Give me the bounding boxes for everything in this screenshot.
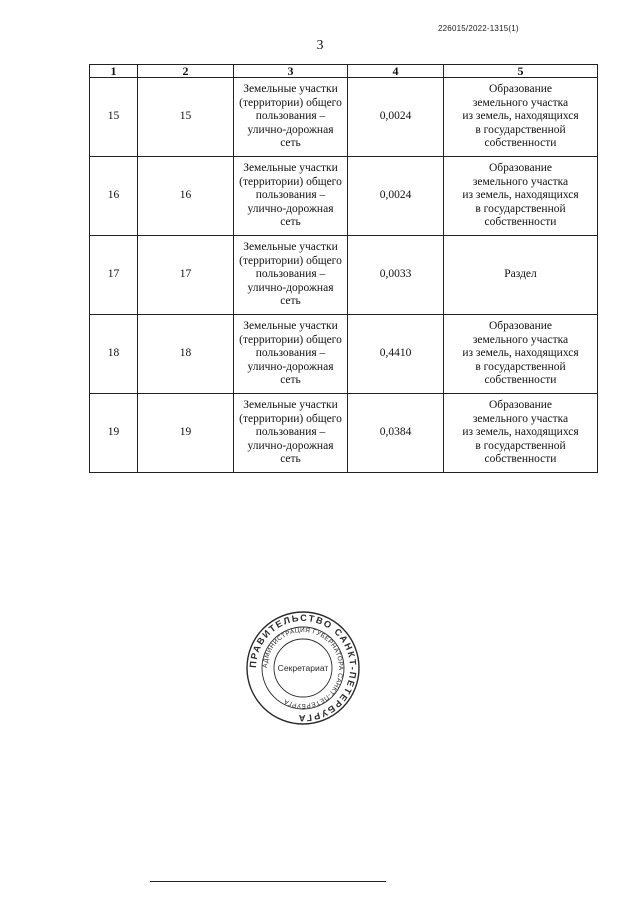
cell-land-use xyxy=(234,236,348,315)
cell-method-line: земельного участка xyxy=(472,412,569,425)
cell-plot-number: 15 xyxy=(138,78,234,157)
seal-center-text: Секретариат xyxy=(277,663,329,673)
cell-area: 0,4410 xyxy=(348,315,444,394)
cell-method-line: земельного участка xyxy=(472,96,569,109)
cell-land-use-line: Земельные участки xyxy=(243,399,338,412)
cell-number: 19 xyxy=(90,394,138,473)
cell-land-use-line: Земельные участки xyxy=(243,320,338,333)
cell-plot-number: 18 xyxy=(138,315,234,394)
cell-method-line: Образование xyxy=(488,83,553,96)
cell-land-use-line: (территории) общего xyxy=(239,96,342,109)
cell-land-use-line: пользования – xyxy=(255,268,326,281)
cell-method-line: из земель, находящихся xyxy=(462,189,579,202)
seal-outer-text: ПРАВИТЕЛЬСТВО САНКТ-ПЕТЕРБУРГА xyxy=(247,612,359,724)
page-number: 3 xyxy=(316,38,324,53)
cell-land-use-line: Земельные участки xyxy=(243,162,338,175)
column-header: 2 xyxy=(138,65,234,78)
cell-method-line: в государственной xyxy=(475,360,566,373)
cell-method xyxy=(444,157,598,236)
table-row xyxy=(90,394,598,473)
cell-land-use-line: пользования – xyxy=(255,426,326,439)
cell-land-use-line: (территории) общего xyxy=(239,175,342,188)
cell-land-use-line: улично-дорожная xyxy=(247,360,334,373)
cell-land-use-line: сеть xyxy=(280,216,301,229)
cell-land-use xyxy=(234,315,348,394)
seal-inner-text: АДМИНИСТРАЦИЯ ГУБЕРНАТОРА САНКТ-ПЕТЕРБУРГА xyxy=(261,626,345,710)
cell-land-use-line: Земельные участки xyxy=(243,83,338,96)
table-header-row xyxy=(90,65,598,78)
cell-method-line: в государственной xyxy=(475,123,566,136)
cell-method-line: из земель, находящихся xyxy=(462,347,579,360)
cell-method-line: земельного участка xyxy=(472,175,569,188)
column-header: 1 xyxy=(90,65,138,78)
cell-method-line: Образование xyxy=(488,162,553,175)
cell-method-line: в государственной xyxy=(475,439,566,452)
cell-number: 17 xyxy=(90,236,138,315)
table-row xyxy=(90,236,598,315)
column-header: 3 xyxy=(234,65,348,78)
cell-method-line: земельного участка xyxy=(472,333,569,346)
column-header: 4 xyxy=(348,65,444,78)
cell-plot-number: 17 xyxy=(138,236,234,315)
cell-land-use-line: улично-дорожная xyxy=(247,202,334,215)
cell-land-use-line: улично-дорожная xyxy=(247,439,334,452)
cell-method-line: из земель, находящихся xyxy=(462,110,579,123)
signature-line xyxy=(150,881,386,882)
cell-method-line: собственности xyxy=(484,453,557,466)
cell-method xyxy=(444,394,598,473)
cell-land-use-line: пользования – xyxy=(255,110,326,123)
cell-plot-number: 19 xyxy=(138,394,234,473)
cell-land-use-line: сеть xyxy=(280,295,301,308)
document-id: 226015/2022-1315(1) xyxy=(438,24,519,33)
table-row xyxy=(90,157,598,236)
cell-area: 0,0384 xyxy=(348,394,444,473)
cell-area: 0,0033 xyxy=(348,236,444,315)
cell-land-use-line: Земельные участки xyxy=(243,241,338,254)
cell-method xyxy=(444,236,598,315)
cell-method-line: собственности xyxy=(484,216,557,229)
cell-land-use-line: сеть xyxy=(280,374,301,387)
cell-land-use-line: улично-дорожная xyxy=(247,123,334,136)
cell-method-line: собственности xyxy=(484,374,557,387)
column-header: 5 xyxy=(444,65,598,78)
cell-land-use xyxy=(234,157,348,236)
cell-method-line: из земель, находящихся xyxy=(462,426,579,439)
cell-land-use-line: (территории) общего xyxy=(239,333,342,346)
cell-land-use-line: пользования – xyxy=(255,347,326,360)
cell-number: 16 xyxy=(90,157,138,236)
cell-land-use-line: сеть xyxy=(280,137,301,150)
cell-land-use xyxy=(234,394,348,473)
cell-area: 0,0024 xyxy=(348,78,444,157)
cell-plot-number: 16 xyxy=(138,157,234,236)
cell-method-line: в государственной xyxy=(475,202,566,215)
cell-land-use-line: сеть xyxy=(280,453,301,466)
cell-method xyxy=(444,315,598,394)
cell-land-use-line: улично-дорожная xyxy=(247,281,334,294)
cell-number: 15 xyxy=(90,78,138,157)
cell-method-line: Образование xyxy=(488,320,553,333)
cell-land-use-line: (территории) общего xyxy=(239,254,342,267)
cell-method-line: Раздел xyxy=(504,268,537,281)
cell-land-use-line: пользования – xyxy=(255,189,326,202)
official-seal xyxy=(245,610,361,726)
cell-land-use-line: (территории) общего xyxy=(239,412,342,425)
table-row xyxy=(90,78,598,157)
land-plots-table xyxy=(89,64,598,473)
cell-land-use xyxy=(234,78,348,157)
cell-number: 18 xyxy=(90,315,138,394)
cell-method xyxy=(444,78,598,157)
cell-method-line: собственности xyxy=(484,137,557,150)
cell-area: 0,0024 xyxy=(348,157,444,236)
cell-method-line: Образование xyxy=(488,399,553,412)
table-row xyxy=(90,315,598,394)
